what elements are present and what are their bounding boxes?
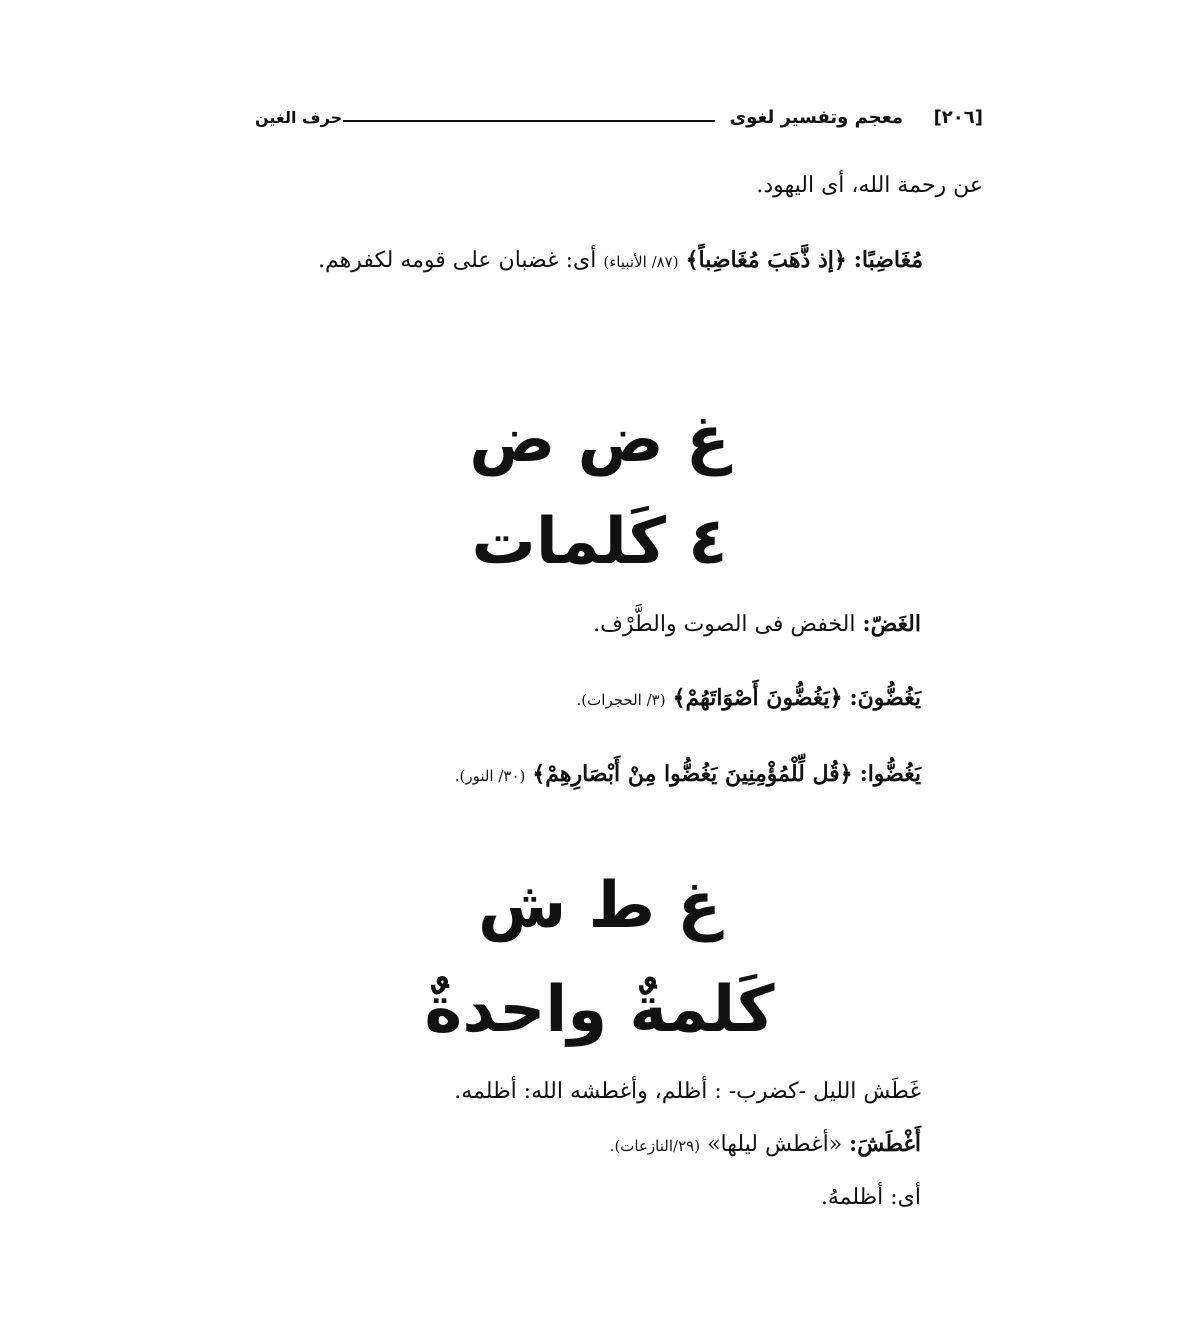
entry-headword: يَغُضُّوا: [859, 761, 921, 787]
entry-headword: الغَضّ: [862, 611, 921, 637]
quran-quote: ﴿يَغُضُّونَ أَصْوَاتَهُمْ﴾ [672, 685, 843, 711]
entry-definition: الخفض فى الصوت والطَّرْف. [593, 612, 856, 637]
quran-reference: (٢٩/النازعات). [609, 1137, 701, 1155]
book-title: معجم وتفسير لغوى [729, 107, 903, 128]
quran-quote: «أغطش ليلها» [707, 1132, 843, 1157]
page-header [255, 104, 983, 134]
continuation-line [756, 168, 983, 204]
entry-definition: غَطَش الليل -كضرب- : أظلم، وأغطشه الله: أظلمه. [454, 1079, 921, 1104]
quran-quote: ﴿قُل لِّلْمُؤْمِنِينَ يَغُضُّوا مِنْ أَبْصَارِهِمْ﴾ [532, 761, 853, 787]
root-word-count: كَلمةٌ واحدةٌ [424, 973, 775, 1047]
entry-yaghuddu [455, 756, 921, 794]
root-heading-ghtsh: غ ط ش [477, 869, 722, 943]
quran-reference: (٣/ الحجرات). [576, 691, 666, 709]
entry-aghtash-meaning [821, 1180, 921, 1216]
entry-yaghuddun [577, 680, 921, 718]
header-rule [343, 120, 715, 122]
quran-reference: (٣٠/ النور). [454, 767, 526, 785]
entry-headword: أَغْطَشَ: [849, 1131, 921, 1157]
entry-mughadiban [318, 242, 923, 280]
root-heading-ghdd: غ ض ض [469, 403, 730, 477]
chapter-title: حرف الغين [255, 108, 343, 127]
entry-definition: أى: غضبان على قومه لكفرهم. [318, 248, 597, 273]
continuation-text: عن رحمة الله، أى اليهود. [756, 173, 983, 198]
root-word-count: ٤ كَلمات [471, 505, 728, 579]
entry-aghtash [610, 1126, 921, 1164]
quran-reference: (٨٧/ الأنبياء) [603, 253, 679, 271]
quran-quote: ﴿إذ ذَّهَبَ مُغَاضِباً﴾ [685, 247, 847, 273]
page-number: [٢٠٦] [933, 107, 983, 128]
entry-alghadd [593, 606, 921, 643]
entry-headword: يَغُضُّونَ: [849, 685, 921, 711]
entry-definition: أى: أظلمهُ. [820, 1185, 921, 1210]
entry-headword: مُغَاضِبًا: [853, 247, 923, 273]
entry-ghatash [454, 1074, 921, 1110]
